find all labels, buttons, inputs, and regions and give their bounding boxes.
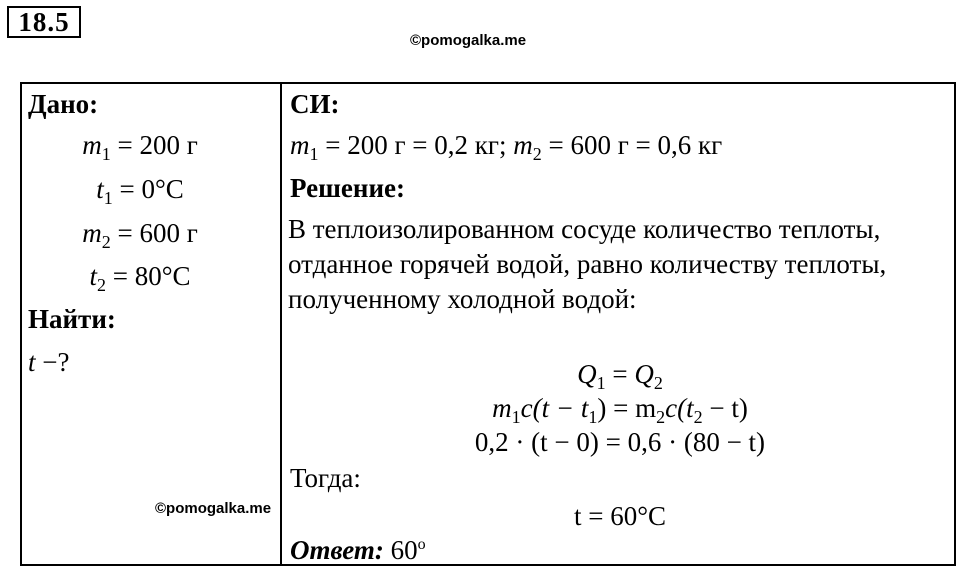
- answer-value: 60: [383, 535, 418, 565]
- answer-line: [290, 534, 426, 566]
- equation-1: $Q_1 = Q_2$: [577, 359, 663, 393]
- given-m1: $m_1 = 200$ г: [82, 130, 198, 164]
- watermark-top: ©pomogalka.me: [410, 32, 527, 49]
- given-heading: Дано:: [28, 89, 99, 119]
- then-label: Тогда:: [290, 463, 361, 493]
- problem-number: 18.5: [7, 6, 81, 38]
- solution-heading: Решение:: [290, 173, 405, 203]
- equation-2: $m_1c(t - t_1) = m_2c(t_2 - t)$: [492, 393, 748, 427]
- si-conversion: $m_1 = 200$ г = 0,2 кг; $m_2 = 600$ г = 0,6 кг: [290, 130, 723, 164]
- si-heading: СИ:: [290, 89, 340, 119]
- equation-3: 0,2 · (t − 0) = 0,6 · (80 − t): [474, 427, 766, 457]
- given-t2: $t_2 = 80^\circ C$: [89, 261, 191, 295]
- solution-paragraph: В теплоизолированном сосуде количество теплоты, отданное горячей водой, равно количеству теплоты, полученному холодной водой:: [288, 214, 887, 314]
- answer-label: Ответ:: [290, 535, 384, 565]
- watermark-bottom: ©pomogalka.me: [155, 500, 272, 517]
- result-equation: t = 60°C: [573, 501, 667, 531]
- answer-unit: o: [417, 536, 426, 553]
- find-value: t −?: [28, 347, 70, 377]
- column-divider: [280, 84, 282, 564]
- solution-table: [20, 82, 956, 566]
- given-t1: $t_1 = 0^\circ C$: [96, 174, 184, 208]
- given-m2: $m_2 = 600$ г: [82, 218, 198, 252]
- find-heading: Найти:: [28, 304, 116, 334]
